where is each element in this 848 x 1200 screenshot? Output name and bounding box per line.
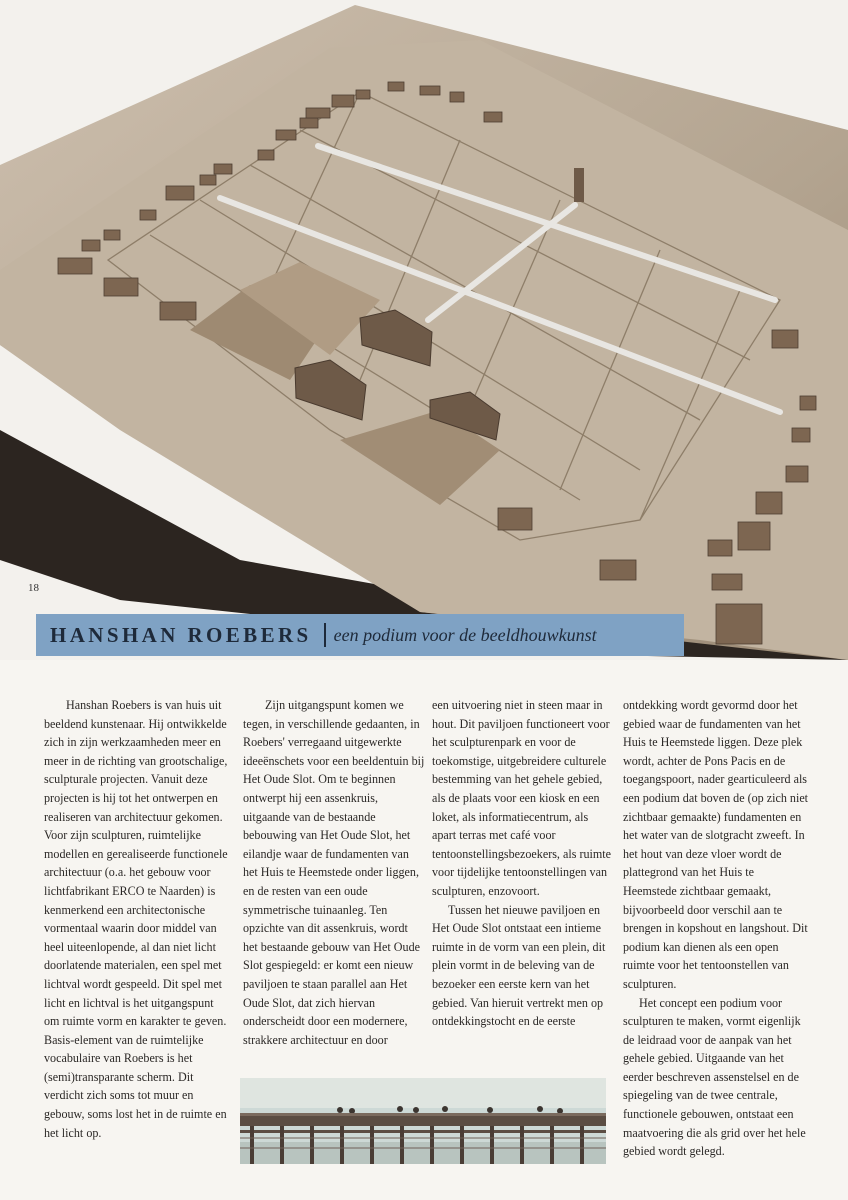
paragraph: Zijn uitgangspunt komen we tegen, in verschillende gedaanten, in Roebers' verregaand uitgewerkte ideeënschets voor een beeldentuin bij Het Oude Slot. Om te beginnen ontwerpt hij een assenkruis, uitgaande van de bestaande bebouwing van Het Oude Slot, het eilandje waar de fundamenten van het Huis te Heemstede onder liggen, en de resten van een oude symmetrische tuinaanleg. Ten opzichte van dit assenkruis, wordt het bestaande gebouw van Het Oude Slot gespiegeld: er komt een nieuw paviljoen te staan parallel aan Het Oude Slot, dat zich hiervan onderscheidt door een modernere, strakkere architectuur en door — [243, 698, 425, 1047]
paragraph: ontdekking wordt gevormd door het gebied waar de fundamenten van het Huis te Heemstede liggen. Deze plek wordt, achter de Pons Pacis en de toegangspoort, nader gearticuleerd als een podium dat boven de (op zich niet zichtbaar gemaakte) fundamenten en het water van de slotgracht zweeft. In het hout van deze vloer wordt de plattegrond van het Huis te Heemstede zichtbaar gemaakt, bijvoorbeeld door verschil aan te brengen in kopshout en langshout. Dit podium kan dienen als een open ruimte voor het tentoonstellen van sculpturen. — [623, 698, 809, 991]
text-column-1 — [44, 696, 229, 1142]
paragraph: Hanshan Roebers is van huis uit beeldend kunstenaar. Hij ontwikkelde zich in zijn werkzaamheden meer en meer in de richting van grootschalige, sculpturale projecten. Vanuit deze projecten is hij tot het ontwerpen en realiseren van architectuur gekomen. Voor zijn sculpturen, ruimtelijke modellen en gerealiseerde functionele architectuur (o.a. het gebouw voor lichtfabrikant ERCO te Naarden) is kenmerkend een architectonische vormentaal waarin door middel van heel uiteenlopende, al dan niet licht doorlatende materialen, een spel met lichtval wordt gespeeld. Dit spel met licht en lichtval is het uitgangspunt om ruimte vorm en karakter te geven. Basis-element van de ruimtelijke vocabulaire van Roebers is het (semi)transparante scherm. Dit verdicht zich soms tot muur en gebouw, soms lost het in de ruimte en het licht op. — [44, 698, 228, 1140]
paragraph: een uitvoering niet in steen maar in hout. Dit paviljoen functioneert voor het sculpturenpark en voor de toekomstige, uitgebreidere culturele bestemming van het gehele gebied, als de plaats voor een kiosk en een loket, als informatiecentrum, als apart terras met café voor tentoonstellingsbezoekers, als ruimte voor tijdelijke tentoonstellingen van sculpturen, enzovoort. — [432, 698, 612, 898]
title-divider — [324, 623, 326, 647]
title-banner — [36, 614, 684, 656]
pier-illustration — [240, 1078, 606, 1164]
article-subtitle: een podium voor de beeldhouwkunst — [333, 624, 597, 645]
artist-name: HANSHAN ROEBERS — [50, 622, 312, 647]
text-column-2 — [243, 696, 425, 1049]
paragraph: Tussen het nieuwe paviljoen en Het Oude Slot ontstaat een intieme ruimte in de vorm van een plein, dit plein vormt in de beleving van de bezoeker een eerste kern van het gebied. Van hieruit vertrekt men op ontdekkingstocht en de eerste — [432, 902, 606, 1029]
page-number: 18 — [28, 582, 39, 594]
pier-photo — [240, 1078, 606, 1164]
paragraph: Het concept een podium voor sculpturen te maken, vormt eigenlijk de leidraad voor de aanpak van het gehele gebied. Uitgaande van het eerder beschreven assenstelsel en de spiegeling van de twee centrale, functionele gebouwen, ontstaat een maatvoering die als grid over het hele gebied wordt gelegd. — [623, 995, 806, 1159]
text-column-4 — [623, 696, 809, 1161]
text-column-3 — [432, 696, 612, 1031]
